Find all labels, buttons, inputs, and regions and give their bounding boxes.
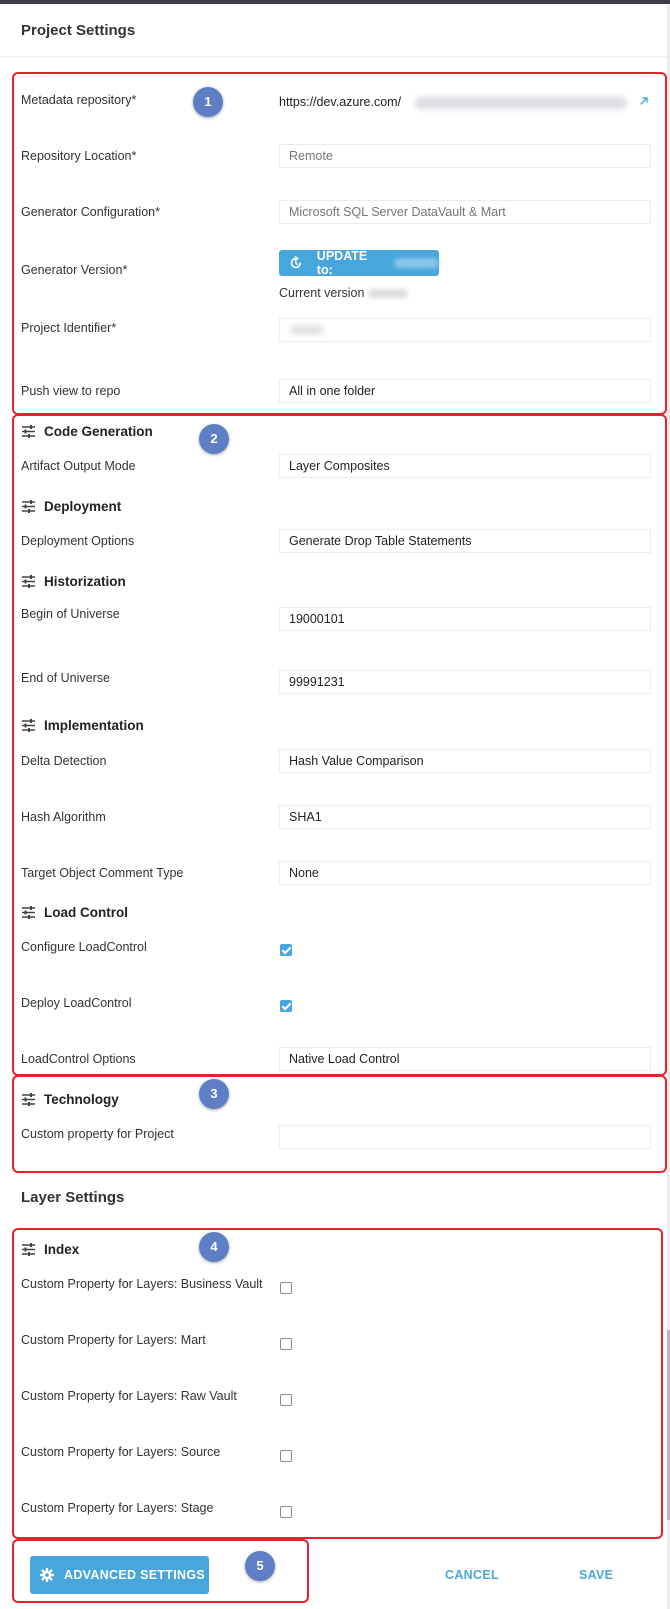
generator-version-label: Generator Version*	[21, 263, 128, 277]
metadata-repository-url[interactable]: https://dev.azure.com/	[279, 95, 402, 109]
annotation-badge-5: 5	[245, 1551, 275, 1581]
push-view-select[interactable]: All in one folder	[279, 379, 651, 403]
custom-property-project-label: Custom property for Project	[21, 1127, 174, 1141]
deployment-options-label: Deployment Options	[21, 534, 135, 548]
end-of-universe-label: End of Universe	[21, 671, 110, 685]
group-title: Implementation	[44, 717, 144, 733]
artifact-output-mode-label: Artifact Output Mode	[21, 459, 136, 473]
advanced-settings-label: ADVANCED SETTINGS	[64, 1568, 205, 1582]
layer-property-label-business-vault: Custom Property for Layers: Business Vault	[21, 1277, 263, 1291]
hash-algorithm-select[interactable]: SHA1	[279, 805, 651, 829]
begin-of-universe-input[interactable]: 19000101	[279, 607, 651, 631]
metadata-repository-label: Metadata repository*	[21, 93, 137, 107]
generator-configuration-label: Generator Configuration*	[21, 205, 160, 219]
deploy-loadcontrol-label: Deploy LoadControl	[21, 996, 132, 1010]
annotation-badge-1: 1	[193, 87, 223, 117]
delta-detection-select[interactable]: Hash Value Comparison	[279, 749, 651, 773]
annotation-box-2	[12, 414, 667, 1076]
title-divider	[0, 56, 667, 57]
repository-location-label: Repository Location*	[21, 149, 137, 163]
end-of-universe-input[interactable]: 99991231	[279, 670, 651, 694]
group-title: Index	[44, 1241, 80, 1257]
annotation-badge-2: 2	[199, 424, 229, 454]
deployment-options-select[interactable]: Generate Drop Table Statements	[279, 529, 651, 553]
update-button-label: UPDATE to:	[316, 249, 368, 277]
annotation-box-3	[12, 1075, 667, 1173]
target-object-comment-type-label: Target Object Comment Type	[21, 866, 184, 880]
current-version-label: Current version	[279, 286, 365, 300]
group-title: Technology	[44, 1091, 119, 1107]
layer-settings-title: Layer Settings	[21, 1189, 125, 1206]
layer-property-label-source: Custom Property for Layers: Source	[21, 1445, 221, 1459]
target-object-comment-type-select[interactable]: None	[279, 861, 651, 885]
delta-detection-label: Delta Detection	[21, 754, 107, 768]
annotation-box-4	[12, 1228, 663, 1539]
annotation-box-1	[12, 72, 667, 415]
save-button[interactable]: SAVE	[579, 1568, 614, 1582]
layer-property-label-stage: Custom Property for Layers: Stage	[21, 1501, 214, 1515]
project-identifier-label: Project Identifier*	[21, 321, 117, 335]
page-title: Project Settings	[21, 22, 136, 39]
push-view-label: Push view to repo	[21, 384, 121, 398]
layer-property-label-mart: Custom Property for Layers: Mart	[21, 1333, 206, 1347]
loadcontrol-options-label: LoadControl Options	[21, 1052, 136, 1066]
window-top-bar	[0, 0, 670, 4]
begin-of-universe-label: Begin of Universe	[21, 607, 120, 621]
annotation-badge-4: 4	[199, 1232, 229, 1262]
group-title: Deployment	[44, 498, 122, 514]
annotation-badge-3: 3	[199, 1079, 229, 1109]
hash-algorithm-label: Hash Algorithm	[21, 810, 106, 824]
layer-property-label-raw-vault: Custom Property for Layers: Raw Vault	[21, 1389, 237, 1403]
group-title: Historization	[44, 573, 126, 589]
group-title: Code Generation	[44, 423, 153, 439]
cancel-button[interactable]: CANCEL	[445, 1568, 499, 1582]
artifact-output-mode-select[interactable]: Layer Composites	[279, 454, 651, 478]
loadcontrol-options-select[interactable]: Native Load Control	[279, 1047, 651, 1071]
group-title: Load Control	[44, 904, 128, 920]
configure-loadcontrol-label: Configure LoadControl	[21, 940, 147, 954]
